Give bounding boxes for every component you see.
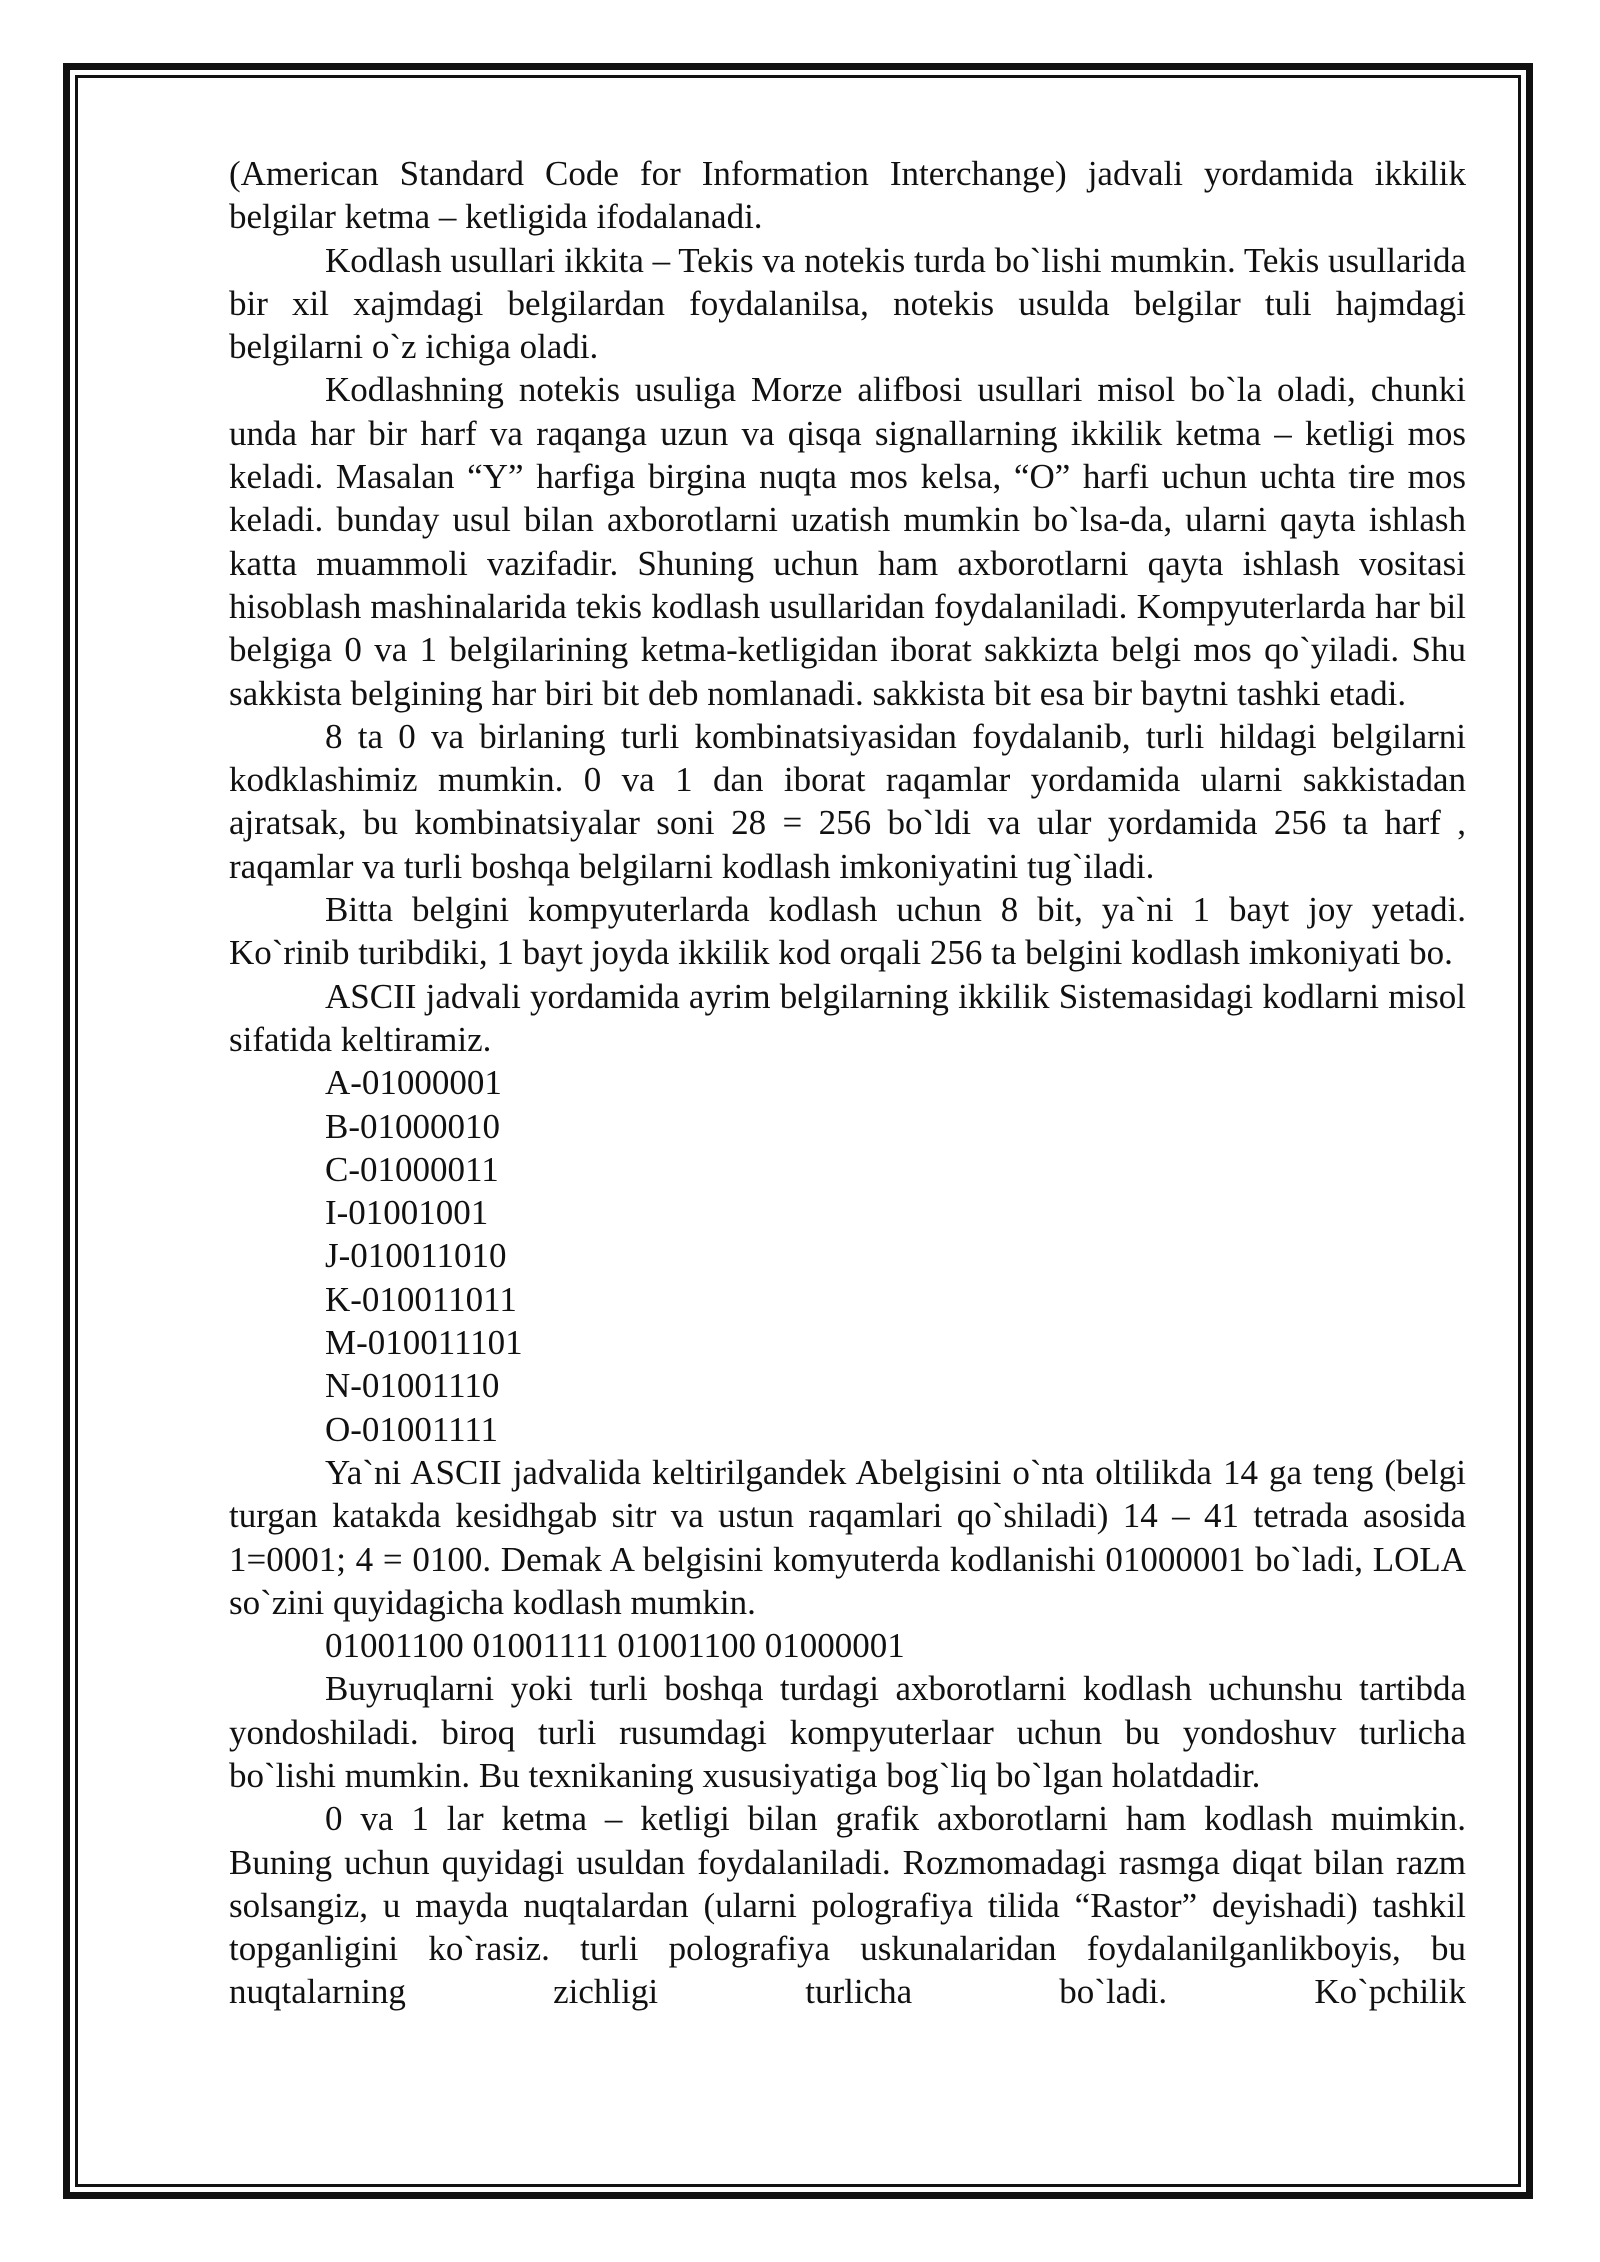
ascii-code-line: I-01001001 — [325, 1193, 489, 1233]
paragraph-byte: Bitta belgini kompyuterlarda kodlash uchun 8 bit, ya`ni 1 bayt joy yetadi. Ko`rinib turibdiki, 1 bayt joyda ikkilik kod orqali 256 ta belgini kodlash imkoniyati bo. — [229, 890, 1466, 973]
paragraph-ascii-intro: (American Standard Code for Information Interchange) jadvali yordamida ikkilik belgilar ketma – ketligida ifodalanadi. — [229, 154, 1466, 237]
ascii-code-line: N-01001110 — [325, 1366, 500, 1406]
paragraph-combinations: 8 ta 0 va birlaning turli kombinatsiyasidan foydalanib, turli hildagi belgilarni kodklashimiz mumkin. 0 va 1 dan iborat raqamlar yordamida ularni sakkistadan ajratsak, bu kombinatsiyalar soni 28 = 256 bo`ldi va ular yordamida 256 ta harf , raqamlar va turli boshqa belgilarni kodlash imkoniyatini tug`iladi. — [229, 716, 1466, 886]
lola-code-line: 01001100 01001111 01001100 01000001 — [325, 1626, 905, 1666]
ascii-code-line: C-01000011 — [325, 1149, 499, 1189]
paragraph-coding-methods: Kodlash usullari ikkita – Tekis va notekis turda bo`lishi mumkin. Tekis usullarida bir xil xajmdagi belgilardan foydalanilsa, notekis usulda belgilar tuli hajmdagi belgilarni o`z ichiga oladi. — [229, 240, 1466, 367]
paragraph-morse: Kodlashning notekis usuliga Morze alifbosi usullari misol bo`la oladi, chunki unda har bir harf va raqanga uzun va qisqa signallarning ikkilik ketma – ketligi mos keladi. Masalan “Y” harfiga birgina nuqta mos kelsa, “O” harfi uchun uchta tire mos keladi. bunday usul bilan axborotlarni uzatish mumkin bo`lsa-da, ularni qayta ishlash katta muammoli vazifadir. Shuning uchun ham axborotlarni qayta ishlash vositasi hisoblash mashinalarida tekis kodlash usullaridan foydalaniladi. Kompyuterlarda har bil belgiga 0 va 1 belgilarining ketma-ketligidan iborat sakkizta belgi mos qo`yiladi. Shu sakkista belgining har biri bit deb nomlanadi. sakkista bit esa bir baytni tashki etadi. — [229, 370, 1466, 713]
ascii-code-line: K-010011011 — [325, 1279, 517, 1319]
paragraph-graphics: 0 va 1 lar ketma – ketligi bilan grafik axborotlarni ham kodlash muimkin. Buning uchun quyidagi usuldan foydalaniladi. Rozmomadagi rasmga diqat bilan razm solsangiz, u mayda nuqtalardan (ularni polografiya tilida “Rastor” deyishadi) tashkil topganligini ko`rasiz. turli polografiya uskunalaridan foydalanilganlikboyis, bu nuqtalarning zichligi turlicha bo`ladi. Ko`pchilik — [229, 1799, 1466, 2012]
paragraph-commands: Buyruqlarni yoki turli boshqa turdagi axborotlarni kodlash uchunshu tartibda yondoshiladi. biroq turli rusumdagi kompyuterlaar uchun bu yondoshuv turlicha bo`lishi mumkin. Bu texnikaning xususiyatiga bog`liq bo`lgan holatdadir. — [229, 1669, 1466, 1795]
ascii-code-line: O-01001111 — [325, 1409, 499, 1449]
ascii-code-line: A-01000001 — [325, 1063, 502, 1103]
ascii-code-line: J-010011010 — [325, 1236, 507, 1276]
paragraph-ascii-explanation: Ya`ni ASCII jadvalida keltirilgandek Abelgisini o`nta oltilikda 14 ga teng (belgi turgan katakda kesidhgab sitr va ustun raqamlari qo`shiladi) 14 – 41 tetrada asosida 1=0001; 4 = 0100. Demak A belgisini komyuterda kodlanishi 01000001 bo`ladi, LOLA so`zini quyidagicha kodlash mumkin. — [229, 1452, 1466, 1622]
document-body — [229, 152, 1466, 2014]
ascii-code-line: M-010011101 — [325, 1323, 523, 1363]
ascii-code-line: B-01000010 — [325, 1106, 500, 1146]
paragraph-ascii-examples-intro: ASCII jadvali yordamida ayrim belgilarning ikkilik Sistemasidagi kodlarni misol sifatida keltiramiz. — [229, 976, 1466, 1059]
